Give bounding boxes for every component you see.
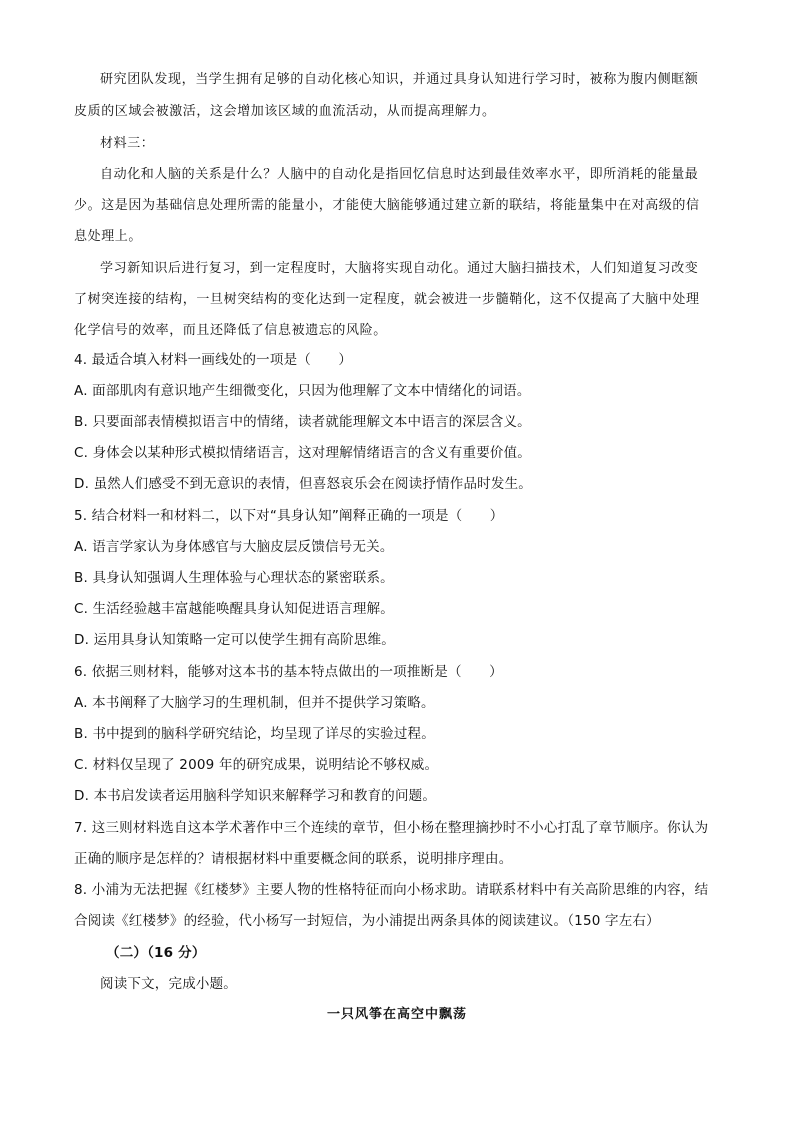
- article-title: 一只风筝在高空中飘荡: [326, 1007, 467, 1022]
- q6-option-d: D. 本书启发读者运用脑科学知识来解释学习和教育的问题。: [74, 788, 437, 804]
- section2-instruction: 阅读下文，完成小题。: [100, 976, 237, 992]
- material3-heading: 材料三：: [100, 136, 155, 151]
- q4-option-d: D. 虽然人们感受不到无意识的表情，但喜怒哀乐会在阅读抒情作品时发生。: [74, 476, 532, 492]
- q5-option-b: B. 具身认知强调人生理体验与心理状态的紧密联系。: [74, 570, 394, 586]
- material2-line-2: 皮质的区域会被激活，这会增加该区域的血流活动，从而提高理解力。: [74, 104, 496, 119]
- material2-line-1: 研究团队发现，当学生拥有足够的自动化核心知识，并通过具身认知进行学习时，被称为腹内侧眶额: [100, 72, 699, 87]
- q6-option-a: A. 本书阐释了大脑学习的生理机制，但并不提供学习策略。: [74, 695, 435, 711]
- q4-option-a: A. 面部肌肉有意识地产生细微变化，只因为他理解了文本中情绪化的词语。: [74, 383, 531, 399]
- material3-para1-line-2: 少。这是因为基础信息处理所需的能量小，才能使大脑能够通过建立新的联结，将能量集中在对高级的信: [74, 198, 700, 213]
- q4-stem: 4. 最适合填入材料一画线处的一项是（ ）: [74, 352, 353, 368]
- material3-para2-line-1: 学习新知识后进行复习，到一定程度时，大脑将实现自动化。通过大脑扫描技术，人们知道复习改变: [100, 261, 699, 276]
- material3-para1-line-3: 息处理上。: [74, 229, 143, 244]
- q6-option-b: B. 书中提到的脑科学研究结论，均呈现了详尽的实验过程。: [74, 726, 435, 742]
- q8-line-1: 8. 小浦为无法把握《红楼梦》主要人物的性格特征而向小杨求助。请联系材料中有关高阶思维的内容，结: [74, 882, 709, 898]
- q5-stem: 5. 结合材料一和材料二，以下对“具身认知”阐释正确的一项是（ ）: [74, 508, 504, 524]
- section2-heading: （二）（16 分）: [106, 945, 206, 961]
- q6-stem: 6. 依据三则材料，能够对这本书的基本特点做出的一项推断是（ ）: [74, 664, 503, 680]
- q7-line-1: 7. 这三则材料选自这本学术著作中三个连续的章节，但小杨在整理摘抄时不小心打乱了章节顺序。你认为: [74, 820, 709, 836]
- q7-line-2: 正确的顺序是怎样的？请根据材料中重要概念间的联系，说明排序理由。: [74, 851, 513, 867]
- q4-option-c: C. 身体会以某种形式模拟情绪语言，这对理解情绪语言的含义有重要价值。: [74, 445, 532, 461]
- material3-para2-line-3: 化学信号的效率，而且还降低了信息被遗忘的风险。: [74, 323, 387, 338]
- q4-option-b: B. 只要面部表情模拟语言中的情绪，读者就能理解文本中语言的深层含义。: [74, 414, 531, 430]
- q5-option-a: A. 语言学家认为身体感官与大脑皮层反馈信号无关。: [74, 539, 394, 555]
- q6-option-c: C. 材料仅呈现了 2009 年的研究成果，说明结论不够权威。: [74, 757, 439, 773]
- q5-option-d: D. 运用具身认知策略一定可以使学生拥有高阶思维。: [74, 632, 395, 648]
- q5-option-c: C. 生活经验越丰富越能唤醒具身认知促进语言理解。: [74, 601, 395, 617]
- material3-para2-line-2: 了树突连接的结构，一旦树突结构的变化达到一定程度，就会被进一步髓鞘化，这不仅提高了大脑中处理: [74, 292, 700, 307]
- material3-para1-line-1: 自动化和人脑的关系是什么？人脑中的自动化是指回忆信息时达到最佳效率水平，即所消耗的能量最: [100, 167, 699, 182]
- q8-line-2: 合阅读《红楼梦》的经验，代小杨写一封短信，为小浦提出两条具体的阅读建议。（150 字左右）: [74, 913, 660, 929]
